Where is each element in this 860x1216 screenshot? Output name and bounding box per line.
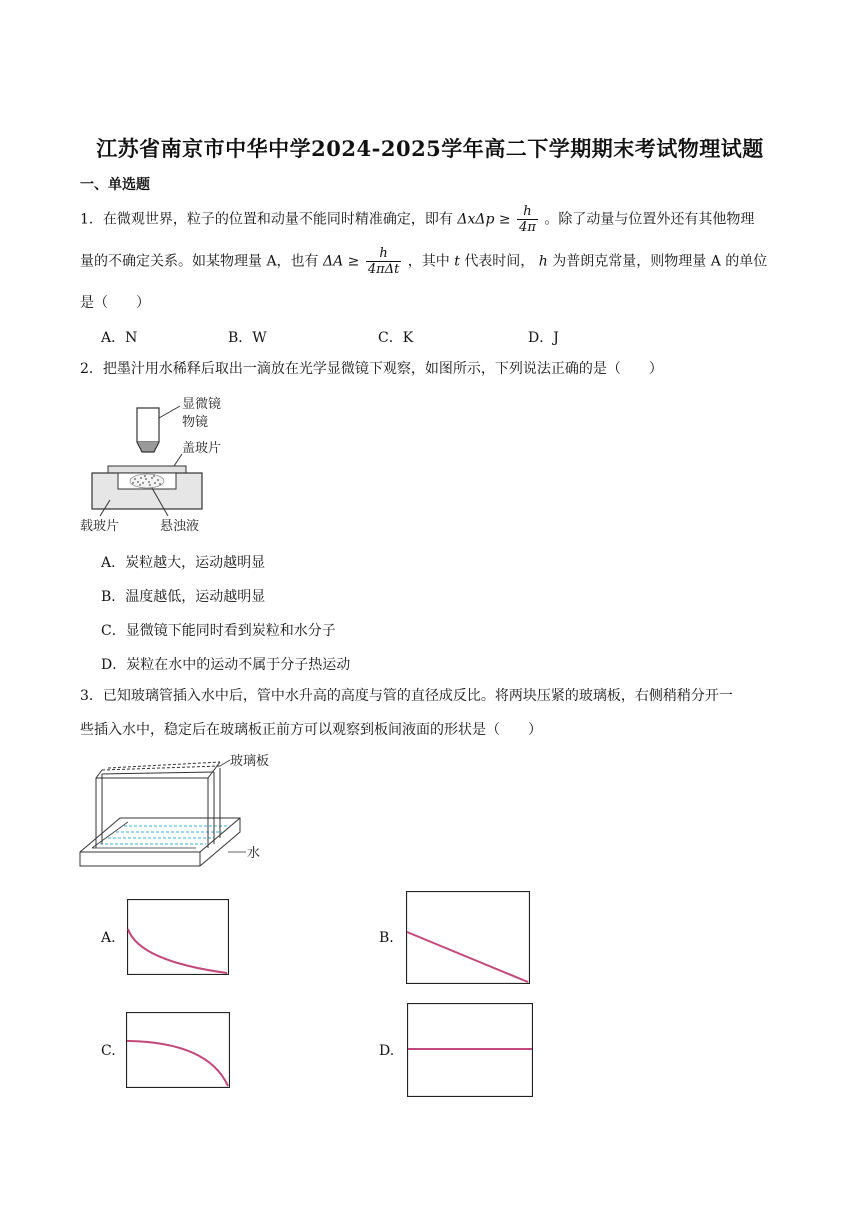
label-suspension: 悬浊液: [160, 519, 200, 534]
cover-slip: [108, 466, 186, 473]
q1-var-h: h: [538, 253, 548, 270]
q3-option-d-label[interactable]: D.: [379, 1043, 395, 1059]
label-microscope: 显微镜: [182, 397, 222, 412]
label-slide: 载玻片: [80, 519, 120, 534]
q1-text-e: 代表时间，: [464, 253, 535, 270]
q1-expr-2: ΔA ≥: [323, 253, 360, 270]
label-objective: 物镜: [182, 415, 209, 430]
q1-option-a[interactable]: A．N: [101, 330, 138, 346]
q1-option-c[interactable]: C．K: [378, 330, 414, 346]
water-tray: [80, 818, 240, 866]
q1-frac-den: 4π: [519, 220, 536, 235]
q1-frac2-num: h: [366, 246, 401, 262]
q1-fraction: [517, 204, 538, 235]
glass-plates: [96, 762, 220, 848]
q2-option-d[interactable]: D．炭粒在水中的运动不属于分子热运动: [101, 657, 351, 673]
q3-option-b-graph[interactable]: [406, 891, 530, 984]
q1-text-d: ，其中: [407, 253, 450, 270]
q1-option-d[interactable]: D．J: [528, 330, 559, 346]
label-glass-plate: 玻璃板: [230, 754, 270, 769]
question-1-line-3: 是（ ）: [80, 295, 150, 311]
page-title: 江苏省南京市中华中学2024-2025学年高二下学期期末考试物理试题: [96, 136, 764, 161]
q1-text-a: 1．在微观世界，粒子的位置和动量不能同时精准确定，即有: [80, 211, 453, 228]
microscope-figure: [80, 390, 240, 540]
objective-lens-body: [137, 408, 159, 442]
q1-expr: ΔxΔp ≥: [457, 211, 511, 228]
label-cover-slip: 盖玻片: [182, 441, 222, 456]
q3-option-a-graph[interactable]: [127, 899, 229, 975]
q1-fraction-2: [366, 246, 401, 277]
q2-option-c[interactable]: C．显微镜下能同时看到炭粒和水分子: [101, 623, 336, 639]
q3-option-d-graph[interactable]: [407, 1003, 533, 1097]
section-heading: 一、单选题: [80, 177, 150, 193]
q1-var-t: t: [454, 253, 460, 270]
question-3-line-1: 3．已知玻璃管插入水中后，管中水升高的高度与管的直径成反比。将两块压紧的玻璃板，右侧稍稍分开一: [80, 688, 733, 704]
objective-lens-tip: [137, 442, 159, 452]
q3-option-c-graph[interactable]: [126, 1012, 230, 1088]
q3-option-a-label[interactable]: A.: [101, 930, 116, 946]
q1-text-b: 。除了动量与位置外还有其他物理: [544, 211, 755, 228]
question-3-line-2: 些插入水中，稳定后在玻璃板正前方可以观察到板间液面的形状是（ ）: [80, 722, 542, 738]
q3-option-c-label[interactable]: C.: [101, 1043, 116, 1059]
suspension-drop: [130, 474, 164, 488]
glass-plates-figure: [78, 752, 278, 874]
q2-option-a[interactable]: A．炭粒越大，运动越明显: [101, 555, 266, 571]
q1-option-b[interactable]: B．W: [228, 330, 267, 346]
question-1-line-1: [80, 204, 754, 235]
label-water: 水: [247, 846, 261, 861]
q3-option-b-label[interactable]: B.: [379, 930, 394, 946]
question-2-stem: 2．把墨汁用水稀释后取出一滴放在光学显微镜下观察，如图所示，下列说法正确的是（ ）: [80, 361, 663, 377]
q1-text-c: 量的不确定关系。如某物理量 A，也有: [80, 253, 319, 270]
q1-frac-num: h: [517, 204, 538, 220]
q2-option-b[interactable]: B．温度越低，运动越明显: [101, 589, 266, 605]
q1-frac2-den: 4πΔt: [367, 262, 400, 277]
q1-text-f: 为普朗克常量，则物理量 A 的单位: [552, 253, 768, 270]
question-1-line-2: [80, 246, 767, 277]
